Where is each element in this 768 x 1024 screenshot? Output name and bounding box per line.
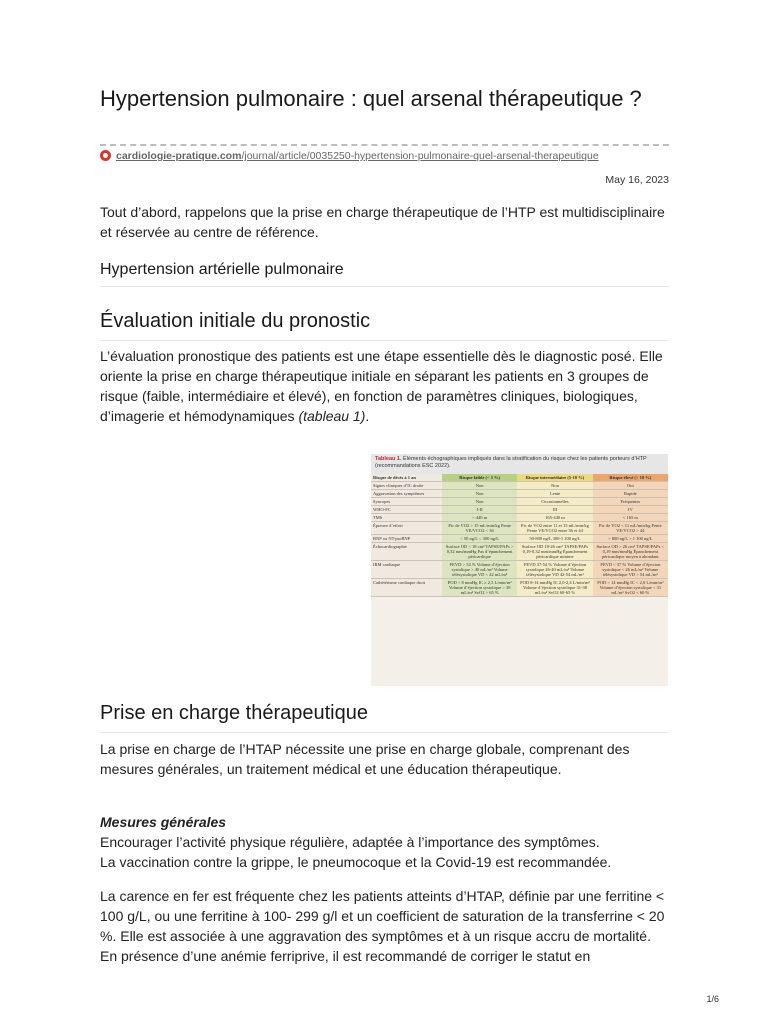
page-title: Hypertension pulmonaire : quel arsenal thérapeutique ? bbox=[100, 86, 642, 111]
risk-table-cell: POD < 8 mmHg IC ≥ 2,5 L/min/m² Volume d’éjection systolique > 38 mL/m² SvO2 > 65 % bbox=[442, 579, 517, 597]
risk-table-cell: Non bbox=[442, 482, 517, 490]
risk-table-cell: > 800 ng/L > 1 100 ng/L bbox=[593, 535, 668, 543]
risk-table bbox=[371, 474, 668, 597]
risk-table-cell: Pic de VO2 < 11 mL/min/kg Pente VE/VCO2 > 44 bbox=[593, 522, 668, 535]
risk-table-cell: IRM cardiaque bbox=[371, 561, 442, 579]
fer-paragraph: La carence en fer est fréquente chez les patients atteints d’HTAP, définie par une ferritine < 100 g/L, ou une ferritine à 100- 299 g/l et un coefficient de saturation de la transferrine < 20 %. Elle est associée à une aggravation des symptômes et à un risque accru de mortalité. En présence d’une anémie ferriprive, il est recommandé de corriger le statut en bbox=[100, 888, 665, 964]
risk-table-cell: Occasionnelles bbox=[517, 498, 592, 506]
publish-date: May 16, 2023 bbox=[605, 174, 669, 186]
risk-table-cell: WHO-FC bbox=[371, 506, 442, 514]
figure-caption: Tableau 1. Éléments échographiques impliqués dans la stratification du risque chez les patients porteurs d’HTP (recommandations ESC 2022). bbox=[371, 454, 668, 474]
risk-table-cell: Épreuve d’effort bbox=[371, 522, 442, 535]
risk-table-cell: Syncopes bbox=[371, 498, 442, 506]
risk-table-cell: POD > 14 mmHg IC < 2,0 L/min/m² Volume d’éjection systolique < 31 mL/m² SvO2 < 60 % bbox=[593, 579, 668, 597]
risk-table-cell: Oui bbox=[593, 482, 668, 490]
risk-table-header-cell: Risque élevé (> 10 %) bbox=[593, 474, 668, 482]
risk-table-cell: < 50 ng/L < 300 ng/L bbox=[442, 535, 517, 543]
risk-table-row bbox=[371, 514, 668, 522]
risk-table-header-cell: Risque faible (< 5 %) bbox=[442, 474, 517, 482]
heading-prise-en-charge: Prise en charge thérapeutique bbox=[100, 700, 669, 733]
risk-table-row bbox=[371, 543, 668, 561]
mesures-paragraph: Mesures générales Encourager l’activité physique régulière, adaptée à l’importance des symptômes. La vaccination contre la grippe, le pneumocoque et la Covid-19 est recommandée. bbox=[100, 814, 612, 870]
risk-table-cell: Signes cliniques d’IC droite bbox=[371, 482, 442, 490]
risk-table-header bbox=[371, 474, 668, 482]
risk-table-cell: Surface OD > 26 cm² TAPSE/PAPs < 0,19 mm/mmHg Épanchement péricardique moyen à abondant bbox=[593, 543, 668, 561]
source-line bbox=[100, 150, 599, 162]
risk-table-cell: Non bbox=[442, 498, 517, 506]
risk-table-figure bbox=[371, 454, 668, 686]
risk-table-row bbox=[371, 522, 668, 535]
risk-table-cell: BNP ou NT-proBNP bbox=[371, 535, 442, 543]
intro-paragraph: Tout d’abord, rappelons que la prise en charge thérapeutique de l’HTP est multidisciplinaire et réservée au centre de référence. bbox=[100, 204, 665, 240]
risk-table-row bbox=[371, 498, 668, 506]
risk-table-cell: Non bbox=[517, 482, 592, 490]
risk-table-row bbox=[371, 579, 668, 597]
risk-table-cell: > 440 m bbox=[442, 514, 517, 522]
risk-table-row bbox=[371, 490, 668, 498]
risk-table-cell: POD 8-14 mmHg IC 2,0-2,4 L/min/m² Volume d’éjection systolique 31-38 mL/m² SvO2 60-65 % bbox=[517, 579, 592, 597]
source-favicon-icon bbox=[100, 150, 111, 161]
risk-table-cell: Surface OD < 18 cm² TAPSE/PAPs > 0,32 mm/mmHg Pas d’épanchement péricardique bbox=[442, 543, 517, 561]
mesures-title: Mesures générales bbox=[100, 814, 227, 830]
risk-table-row bbox=[371, 535, 668, 543]
risk-table-row bbox=[371, 561, 668, 579]
prise-paragraph: La prise en charge de l’HTAP nécessite une prise en charge globale, comprenant des mesures générales, un traitement médical et une éducation thérapeutique. bbox=[100, 741, 630, 777]
risk-table-cell: III bbox=[517, 506, 592, 514]
risk-table-cell: Rapide bbox=[593, 490, 668, 498]
source-link[interactable]: cardiologie-pratique.com/journal/article/0035250-hypertension-pulmonaire-quel-arsenal-therapeutique bbox=[116, 150, 599, 162]
risk-table-cell: Lente bbox=[517, 490, 592, 498]
risk-table-cell: Pic de VO2 > 15 mL/min/kg Pente VE/VCO2 < 36 bbox=[442, 522, 517, 535]
page-number: 1/6 bbox=[706, 994, 719, 1004]
evaluation-paragraph: L’évaluation pronostique des patients est une étape essentielle dès le diagnostic posé. Elle oriente la prise en charge thérapeutique initiale en séparant les patients en 3 groupes de risque (faible, intermédiaire et élevé), en fonction de paramètres cliniques, biologiques, d’imagerie et hémodynamiques (tableau 1). bbox=[100, 348, 663, 424]
risk-table-header-cell: Risque intermédiaire (5-10 %) bbox=[517, 474, 592, 482]
heading-hap: Hypertension artérielle pulmonaire bbox=[100, 260, 669, 287]
risk-table-cell: Aggravation des symptômes bbox=[371, 490, 442, 498]
risk-table-cell: FEVD > 54 % Volume d’éjection systolique > 40 mL/m² Volume télésystolique VD < 42 mL/m² bbox=[442, 561, 517, 579]
risk-table-cell: Échocardiographie bbox=[371, 543, 442, 561]
title-divider bbox=[100, 144, 669, 146]
heading-evaluation: Évaluation initiale du pronostic bbox=[100, 308, 669, 341]
risk-table-cell: < 165 m bbox=[593, 514, 668, 522]
risk-table-cell: Fréquentes bbox=[593, 498, 668, 506]
risk-table-cell: Pic de VO2 entre 11 et 15 mL/min/kg Pente VE/VCO2 entre 36 et 44 bbox=[517, 522, 592, 535]
risk-table-cell: Surface OD 18-26 cm² TAPSE/PAPs 0,19-0,32 mm/mmHg Épanchement péricardique minime bbox=[517, 543, 592, 561]
risk-table-cell: 50-800 ng/L 300-1 100 ng/L bbox=[517, 535, 592, 543]
risk-table-cell: IV bbox=[593, 506, 668, 514]
risk-table-cell: FEVD < 37 % Volume d’éjection systolique < 26 mL/m² Volume télésystolique VD > 54 mL/m² bbox=[593, 561, 668, 579]
risk-table-cell: Cathétérisme cardiaque droit bbox=[371, 579, 442, 597]
risk-table-row bbox=[371, 506, 668, 514]
risk-table-header-cell: Risque de décès à 1 an bbox=[371, 474, 442, 482]
risk-table-row bbox=[371, 482, 668, 490]
risk-table-cell: I-II bbox=[442, 506, 517, 514]
risk-table-cell: TM6 bbox=[371, 514, 442, 522]
risk-table-cell: Non bbox=[442, 490, 517, 498]
risk-table-cell: FEVD 37-54 % Volume d’éjection systolique 26-40 mL/m² Volume télésystolique VD 42-54 mL/m² bbox=[517, 561, 592, 579]
risk-table-cell: 165-440 m bbox=[517, 514, 592, 522]
